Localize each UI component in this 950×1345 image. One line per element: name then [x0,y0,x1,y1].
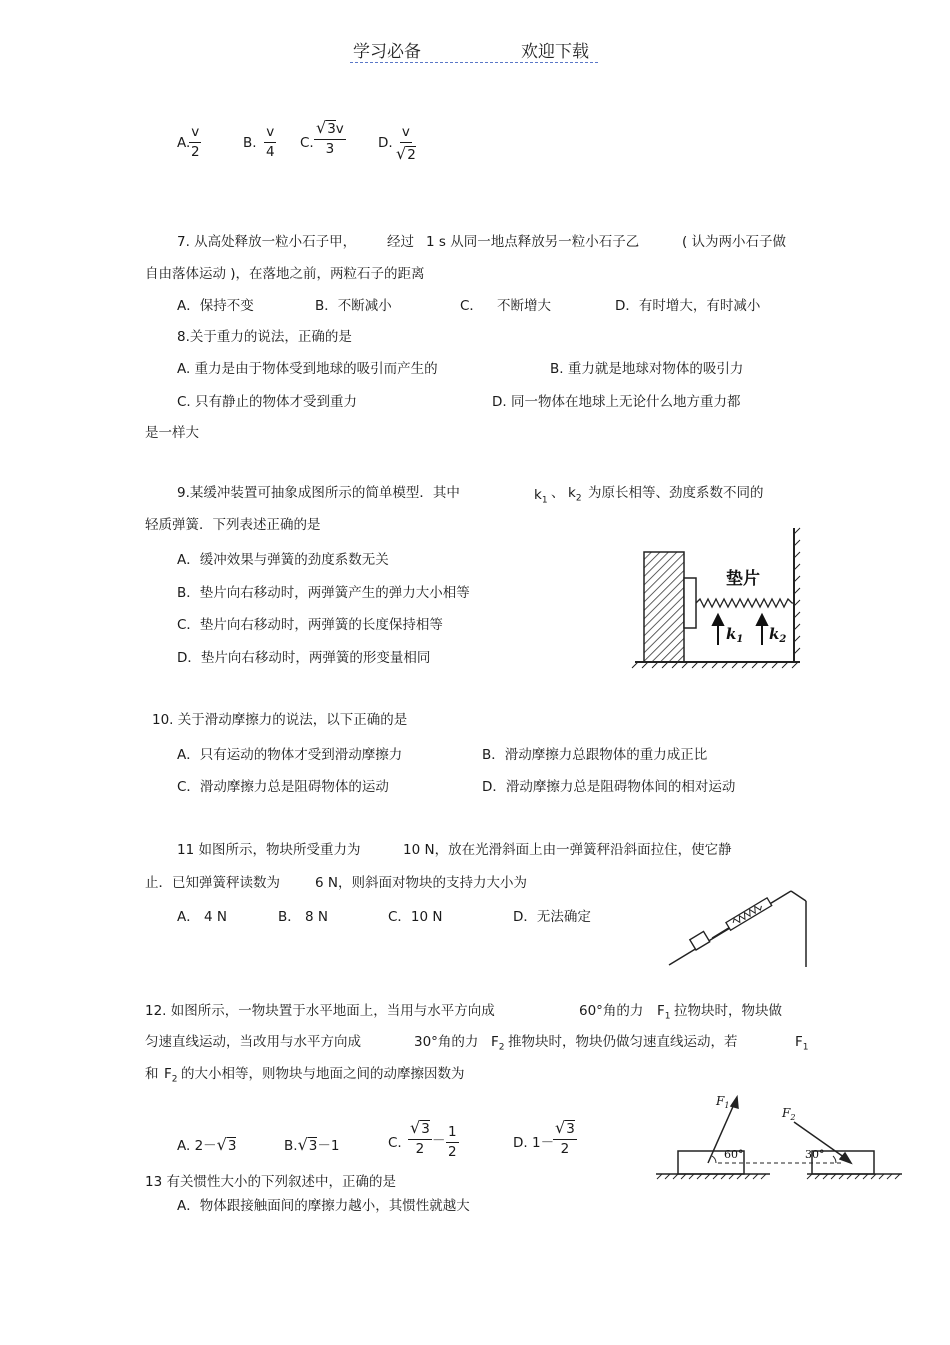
radicand: 3 [421,1121,430,1137]
q12-stem-part2: 60°角的力 [579,1003,644,1019]
fraction-numerator: v [264,126,276,143]
fraction-denominator: 2 [448,1143,457,1160]
angle-arc-30 [833,1156,836,1163]
f2-subscript: 2 [498,1042,505,1053]
q8-stem: 8.关于重力的说法，正确的是 [177,329,352,345]
q13-option-a: A．物体跟接触面间的摩擦力越小，其惯性就越大 [177,1198,470,1214]
q10-stem: 10. 关于滑动摩擦力的说法，以下正确的是 [152,712,408,728]
incline-back [791,891,806,901]
q7-option-a: A．保持不变 [177,298,254,314]
figure-f1-label: $F_1$ [716,1094,730,1110]
q6-option-a-fraction [189,126,202,159]
q11-option-c: C．10 N [388,909,443,925]
q8-option-c: C. 只有静止的物体才受到重力 [177,394,358,410]
q9-option-a: A．缓冲效果与弹簧的劲度系数无关 [177,552,389,568]
q8-option-d-continued: 是一样大 [145,425,199,441]
fraction-numerator: 1 [446,1126,459,1143]
sqrt-sign: √ [216,1135,227,1154]
q6-option-b-fraction [264,126,277,159]
fraction-denominator: 2 [415,1140,425,1157]
q6-option-c-label: C. [300,135,314,151]
q11-option-a: A． 4 N [177,909,228,925]
q7-stem-part1: 7. 从高处释放一粒小石子甲， [177,234,357,250]
q8-option-a: A. 重力是由于物体受到地球的吸引而产生的 [177,361,438,377]
k2-subscript: 2 [575,493,582,504]
q9-k1 [534,489,548,506]
fraction-numerator: v [400,126,412,143]
fraction-denominator: 2 [560,1140,570,1157]
spring-scale [726,898,772,930]
q11-stem-line2-part1: 止．已知弹簧秤读数为 [145,875,280,891]
q12-option-b [284,1137,339,1154]
q12-f1-symbol-line2 [795,1036,809,1053]
q8-option-b: B. 重力就是地球对物体的吸引力 [550,361,744,377]
q12-f1-symbol [657,1005,671,1022]
q7-stem-part2: 经过 [387,234,414,250]
q12-option-d-label: D. 1－ [513,1135,555,1151]
q11-option-d: D．无法确定 [513,909,591,925]
q10-option-d: D．滑动摩擦力总是阻碍物体间的相对运动 [482,779,736,795]
q12-option-d-fraction [553,1120,577,1156]
q9-stem-part1: 9.某缓冲装置可抽象成图所示的简单模型．其中 [177,485,460,501]
f1-subscript: 1 [802,1042,809,1053]
q12-stem-part3: 拉物块时，物块做 [674,1003,782,1019]
q7-option-c-text: 不断增大 [497,298,551,314]
block-on-incline [690,931,710,950]
q11-stem-line2-part2: 6 N，则斜面对物块的支持力大小为 [315,875,527,891]
q9-k2 [568,487,582,504]
fraction-denominator: 3 [325,140,335,157]
fraction-numerator: √3 [408,1120,432,1140]
q12-option-c-fraction1 [408,1120,432,1156]
k1-arrow [713,615,723,645]
q12-stem-line2-part1: 匀速直线运动，当改用与水平方向成 [145,1034,361,1050]
q7-stem-part4: ( 认为两小石子做 [682,234,787,250]
figure-angle-30: 30° [805,1148,825,1161]
q6-option-d-label: D. [378,135,393,151]
q12-option-c-label: C. [388,1135,402,1151]
radicand: 2 [407,146,416,163]
q9-option-b: B．垫片向右移动时，两弹簧产生的弹力大小相等 [177,585,470,601]
radicand: 3 [566,1121,575,1137]
q9-separator: 、 [551,485,565,501]
radicand: 3 [227,1138,237,1154]
f2-letter: F [491,1034,499,1050]
q7-option-d: D．有时增大，有时减小 [615,298,761,314]
q9-option-c: C．垫片向右移动时，两弹簧的长度保持相等 [177,617,443,633]
k1-subscript: 1 [541,495,548,506]
sqrt-sign: √ [297,1135,308,1154]
q12-stem-line2-part2: 30°角的力 [414,1034,479,1050]
figure-angle-60: 60° [724,1148,744,1161]
q12-force-figure [652,1090,907,1185]
q6-option-c-fraction [314,120,346,156]
figure-k2-label: $k_2$ [769,625,787,645]
q11-option-b: B． 8 N [278,909,329,925]
fraction-numerator: √3 [553,1120,577,1140]
k1-symbol: k [534,487,542,503]
q12-option-c-minus: － [432,1133,446,1149]
fraction-numerator: v [189,126,201,143]
f1-letter: F [795,1034,803,1050]
header-left: 学习必备 [353,42,421,62]
q12-stem-line2-part3: 推物块时，物块仍做匀速直线运动，若 [508,1034,738,1050]
q13-stem: 13 有关惯性大小的下列叙述中，正确的是 [145,1174,396,1190]
radicand: 3 [308,1138,318,1154]
k2-arrow [757,615,767,645]
angle-arc-60 [712,1156,716,1163]
q9-stem-part2: 为原长相等、劲度系数不同的 [588,485,764,501]
q12-f2-symbol-line3 [164,1068,178,1085]
f2-subscript: 2 [171,1074,178,1085]
q7-stem-line2: 自由落体运动 )，在落地之前，两粒石子的距离 [145,266,425,282]
figure-f2-label: $F_2$ [782,1106,796,1122]
q6-option-a-label: A. [177,135,191,151]
q10-option-c: C．滑动摩擦力总是阻碍物体的运动 [177,779,389,795]
q12-option-a [177,1137,236,1154]
figure-k1-label: $k_1$ [726,625,744,645]
q6-option-d-fraction [394,126,418,162]
q12-option-c-fraction2 [446,1126,459,1159]
radicand: 3 [327,121,336,137]
q12-stem-line3-part1: 和 [145,1066,159,1082]
q11-incline-figure [666,888,811,968]
q7-option-c-label: C． [460,298,483,314]
q10-option-b: B．滑动摩擦力总跟物体的重力成正比 [482,747,708,763]
q12-stem-part1: 12. 如图所示，一物块置于水平地面上，当用与水平方向成 [145,1003,495,1019]
header-divider [350,62,598,63]
spring [696,599,794,607]
hatched-block [644,552,684,662]
k2-symbol: k [568,485,576,501]
q11-stem-part1: 11 如图所示，物块所受重力为 [177,842,361,858]
q9-option-d: D．垫片向右移动时，两弹簧的形变量相同 [177,650,431,666]
fraction-denominator: 2 [191,143,200,160]
option-a-label: A. 2－ [177,1138,217,1154]
q7-option-b: B．不断减小 [315,298,392,314]
f1-letter: F [657,1003,665,1019]
q9-stem-line2: 轻质弹簧．下列表述正确的是 [145,517,321,533]
fraction-denominator: 4 [266,143,275,160]
f1-subscript: 1 [664,1011,671,1022]
q10-option-a: A．只有运动的物体才受到滑动摩擦力 [177,747,403,763]
option-b-label: B. [284,1138,298,1154]
option-b-rest: －1 [317,1138,340,1154]
q7-stem-part3: 1 s 从同一地点释放另一粒小石子乙 [426,234,640,250]
q12-stem-line3-part2: 的大小相等，则物块与地面之间的动摩擦因数为 [181,1066,465,1082]
scale-string [712,927,730,938]
fraction-denominator: √2 [396,143,416,163]
pad-label: 垫片 [726,569,760,589]
q12-f2-symbol [491,1036,505,1053]
q11-stem-part2: 10 N，放在光滑斜面上由一弹簧秤沿斜面拉住，使它静 [403,842,732,858]
header-right: 欢迎下载 [521,42,589,62]
q6-option-b-label: B. [243,135,257,151]
q9-spring-figure [630,522,810,672]
f2-letter: F [164,1066,172,1082]
pad [684,578,696,628]
q8-option-d: D. 同一物体在地球上无论什么地方重力都 [492,394,741,410]
numerator-variable: v [335,121,344,137]
fraction-numerator: √3v [314,120,346,140]
